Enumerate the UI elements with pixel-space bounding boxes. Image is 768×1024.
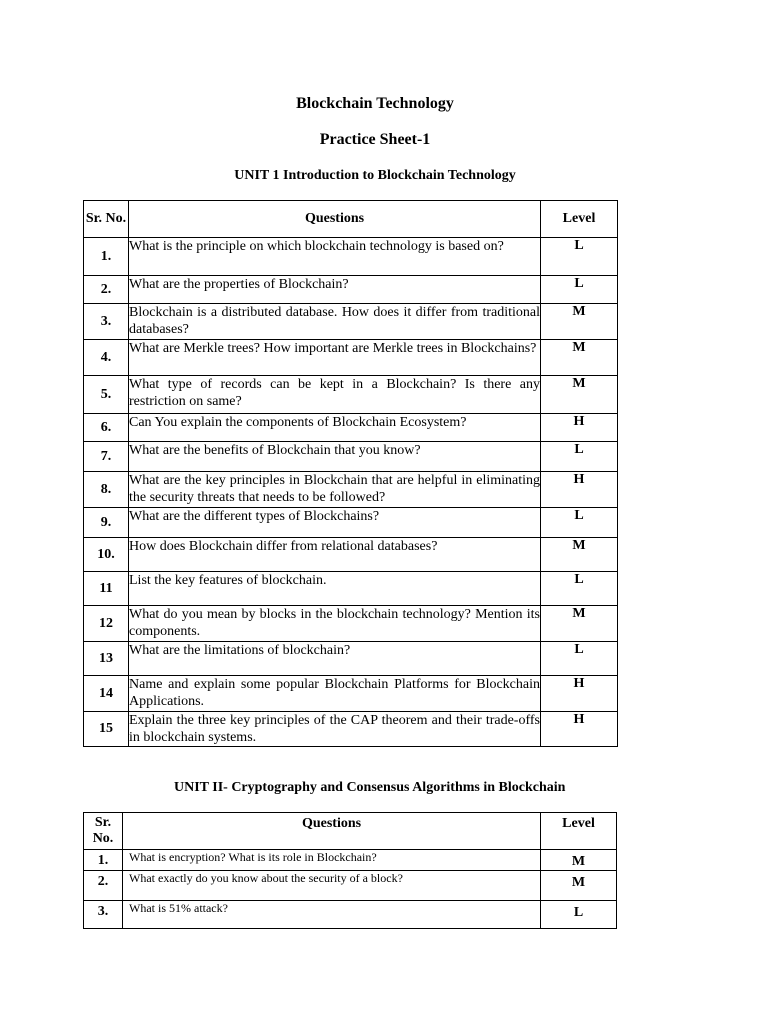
row-level: M <box>541 606 618 642</box>
table-row <box>84 712 618 747</box>
row-level: M <box>541 340 618 376</box>
row-question: What is 51% attack? <box>123 901 541 929</box>
row-level: H <box>541 472 618 508</box>
row-question: What are the limitations of blockchain? <box>129 642 541 676</box>
row-question: What are the key principles in Blockchain that are helpful in eliminating the security threats that needs to be followed? <box>129 472 541 508</box>
table-header-row <box>84 813 617 850</box>
row-sr-no: 2. <box>84 871 123 901</box>
row-sr-no: 5. <box>84 376 129 414</box>
row-question: Blockchain is a distributed database. How does it differ from traditional databases? <box>129 304 541 340</box>
unit2-questions-table <box>83 812 617 929</box>
row-sr-no: 1. <box>84 238 129 276</box>
row-question: What are the properties of Blockchain? <box>129 276 541 304</box>
row-question: What is encryption? What is its role in Blockchain? <box>123 850 541 871</box>
row-sr-no: 7. <box>84 442 129 472</box>
column-header-sr-no: Sr. No. <box>84 201 129 238</box>
table-row <box>84 676 618 712</box>
row-sr-no: 10. <box>84 538 129 572</box>
row-level: M <box>541 871 617 901</box>
row-question: What is the principle on which blockchain technology is based on? <box>129 238 541 276</box>
row-sr-no: 3. <box>84 304 129 340</box>
table-row <box>84 414 618 442</box>
row-sr-no: 14 <box>84 676 129 712</box>
column-header-questions: Questions <box>123 813 541 850</box>
row-level: L <box>541 508 618 538</box>
row-question: What are the benefits of Blockchain that you know? <box>129 442 541 472</box>
column-header-level: Level <box>541 813 617 850</box>
column-header-level: Level <box>541 201 618 238</box>
table-row <box>84 850 617 871</box>
row-sr-no: 2. <box>84 276 129 304</box>
row-sr-no: 3. <box>84 901 123 929</box>
unit1-heading: UNIT 1 Introduction to Blockchain Technology <box>234 168 516 183</box>
table-row <box>84 642 618 676</box>
table-row <box>84 238 618 276</box>
table-row <box>84 606 618 642</box>
row-question: What are the different types of Blockchains? <box>129 508 541 538</box>
row-level: M <box>541 376 618 414</box>
table-row <box>84 472 618 508</box>
row-level: L <box>541 442 618 472</box>
row-level: H <box>541 712 618 747</box>
row-level: L <box>541 642 618 676</box>
row-level: L <box>541 572 618 606</box>
column-header-sr-no: Sr. No. <box>84 813 123 850</box>
column-header-questions: Questions <box>129 201 541 238</box>
unit1-questions-table <box>83 200 618 747</box>
row-level: H <box>541 676 618 712</box>
row-sr-no: 1. <box>84 850 123 871</box>
row-level: M <box>541 850 617 871</box>
row-question: Can You explain the components of Blockchain Ecosystem? <box>129 414 541 442</box>
row-question: How does Blockchain differ from relational databases? <box>129 538 541 572</box>
row-question: What exactly do you know about the security of a block? <box>123 871 541 901</box>
table-row <box>84 901 617 929</box>
table-row <box>84 340 618 376</box>
row-sr-no: 11 <box>84 572 129 606</box>
row-question: What are Merkle trees? How important are Merkle trees in Blockchains? <box>129 340 541 376</box>
document-subtitle: Practice Sheet-1 <box>319 131 431 148</box>
row-level: L <box>541 276 618 304</box>
row-question: Explain the three key principles of the CAP theorem and their trade-offs in blockchain systems. <box>129 713 540 745</box>
row-sr-no: 15 <box>84 712 129 747</box>
row-sr-no: 13 <box>84 642 129 676</box>
row-question: List the key features of blockchain. <box>129 572 541 606</box>
row-level: M <box>541 538 618 572</box>
table-row <box>84 304 618 340</box>
row-question: What type of records can be kept in a Blockchain? Is there any restriction on same? <box>129 376 541 414</box>
table-row <box>84 871 617 901</box>
row-sr-no: 8. <box>84 472 129 508</box>
table-row <box>84 442 618 472</box>
table-row <box>84 538 618 572</box>
row-sr-no: 4. <box>84 340 129 376</box>
row-question: Name and explain some popular Blockchain Platforms for Blockchain Applications. <box>129 676 541 712</box>
unit2-heading: UNIT II- Cryptography and Consensus Algorithms in Blockchain <box>174 780 566 795</box>
document-title: Blockchain Technology <box>296 95 454 112</box>
table-row <box>84 508 618 538</box>
row-level: L <box>541 901 617 929</box>
row-level: L <box>541 238 618 276</box>
row-sr-no: 6. <box>84 414 129 442</box>
table-row <box>84 376 618 414</box>
row-question: What do you mean by blocks in the blockchain technology? Mention its components. <box>129 606 541 642</box>
row-sr-no: 9. <box>84 508 129 538</box>
table-header-row <box>84 201 618 238</box>
row-level: H <box>541 414 618 442</box>
table-row <box>84 572 618 606</box>
table-row <box>84 276 618 304</box>
row-sr-no: 12 <box>84 606 129 642</box>
row-level: M <box>541 304 618 340</box>
